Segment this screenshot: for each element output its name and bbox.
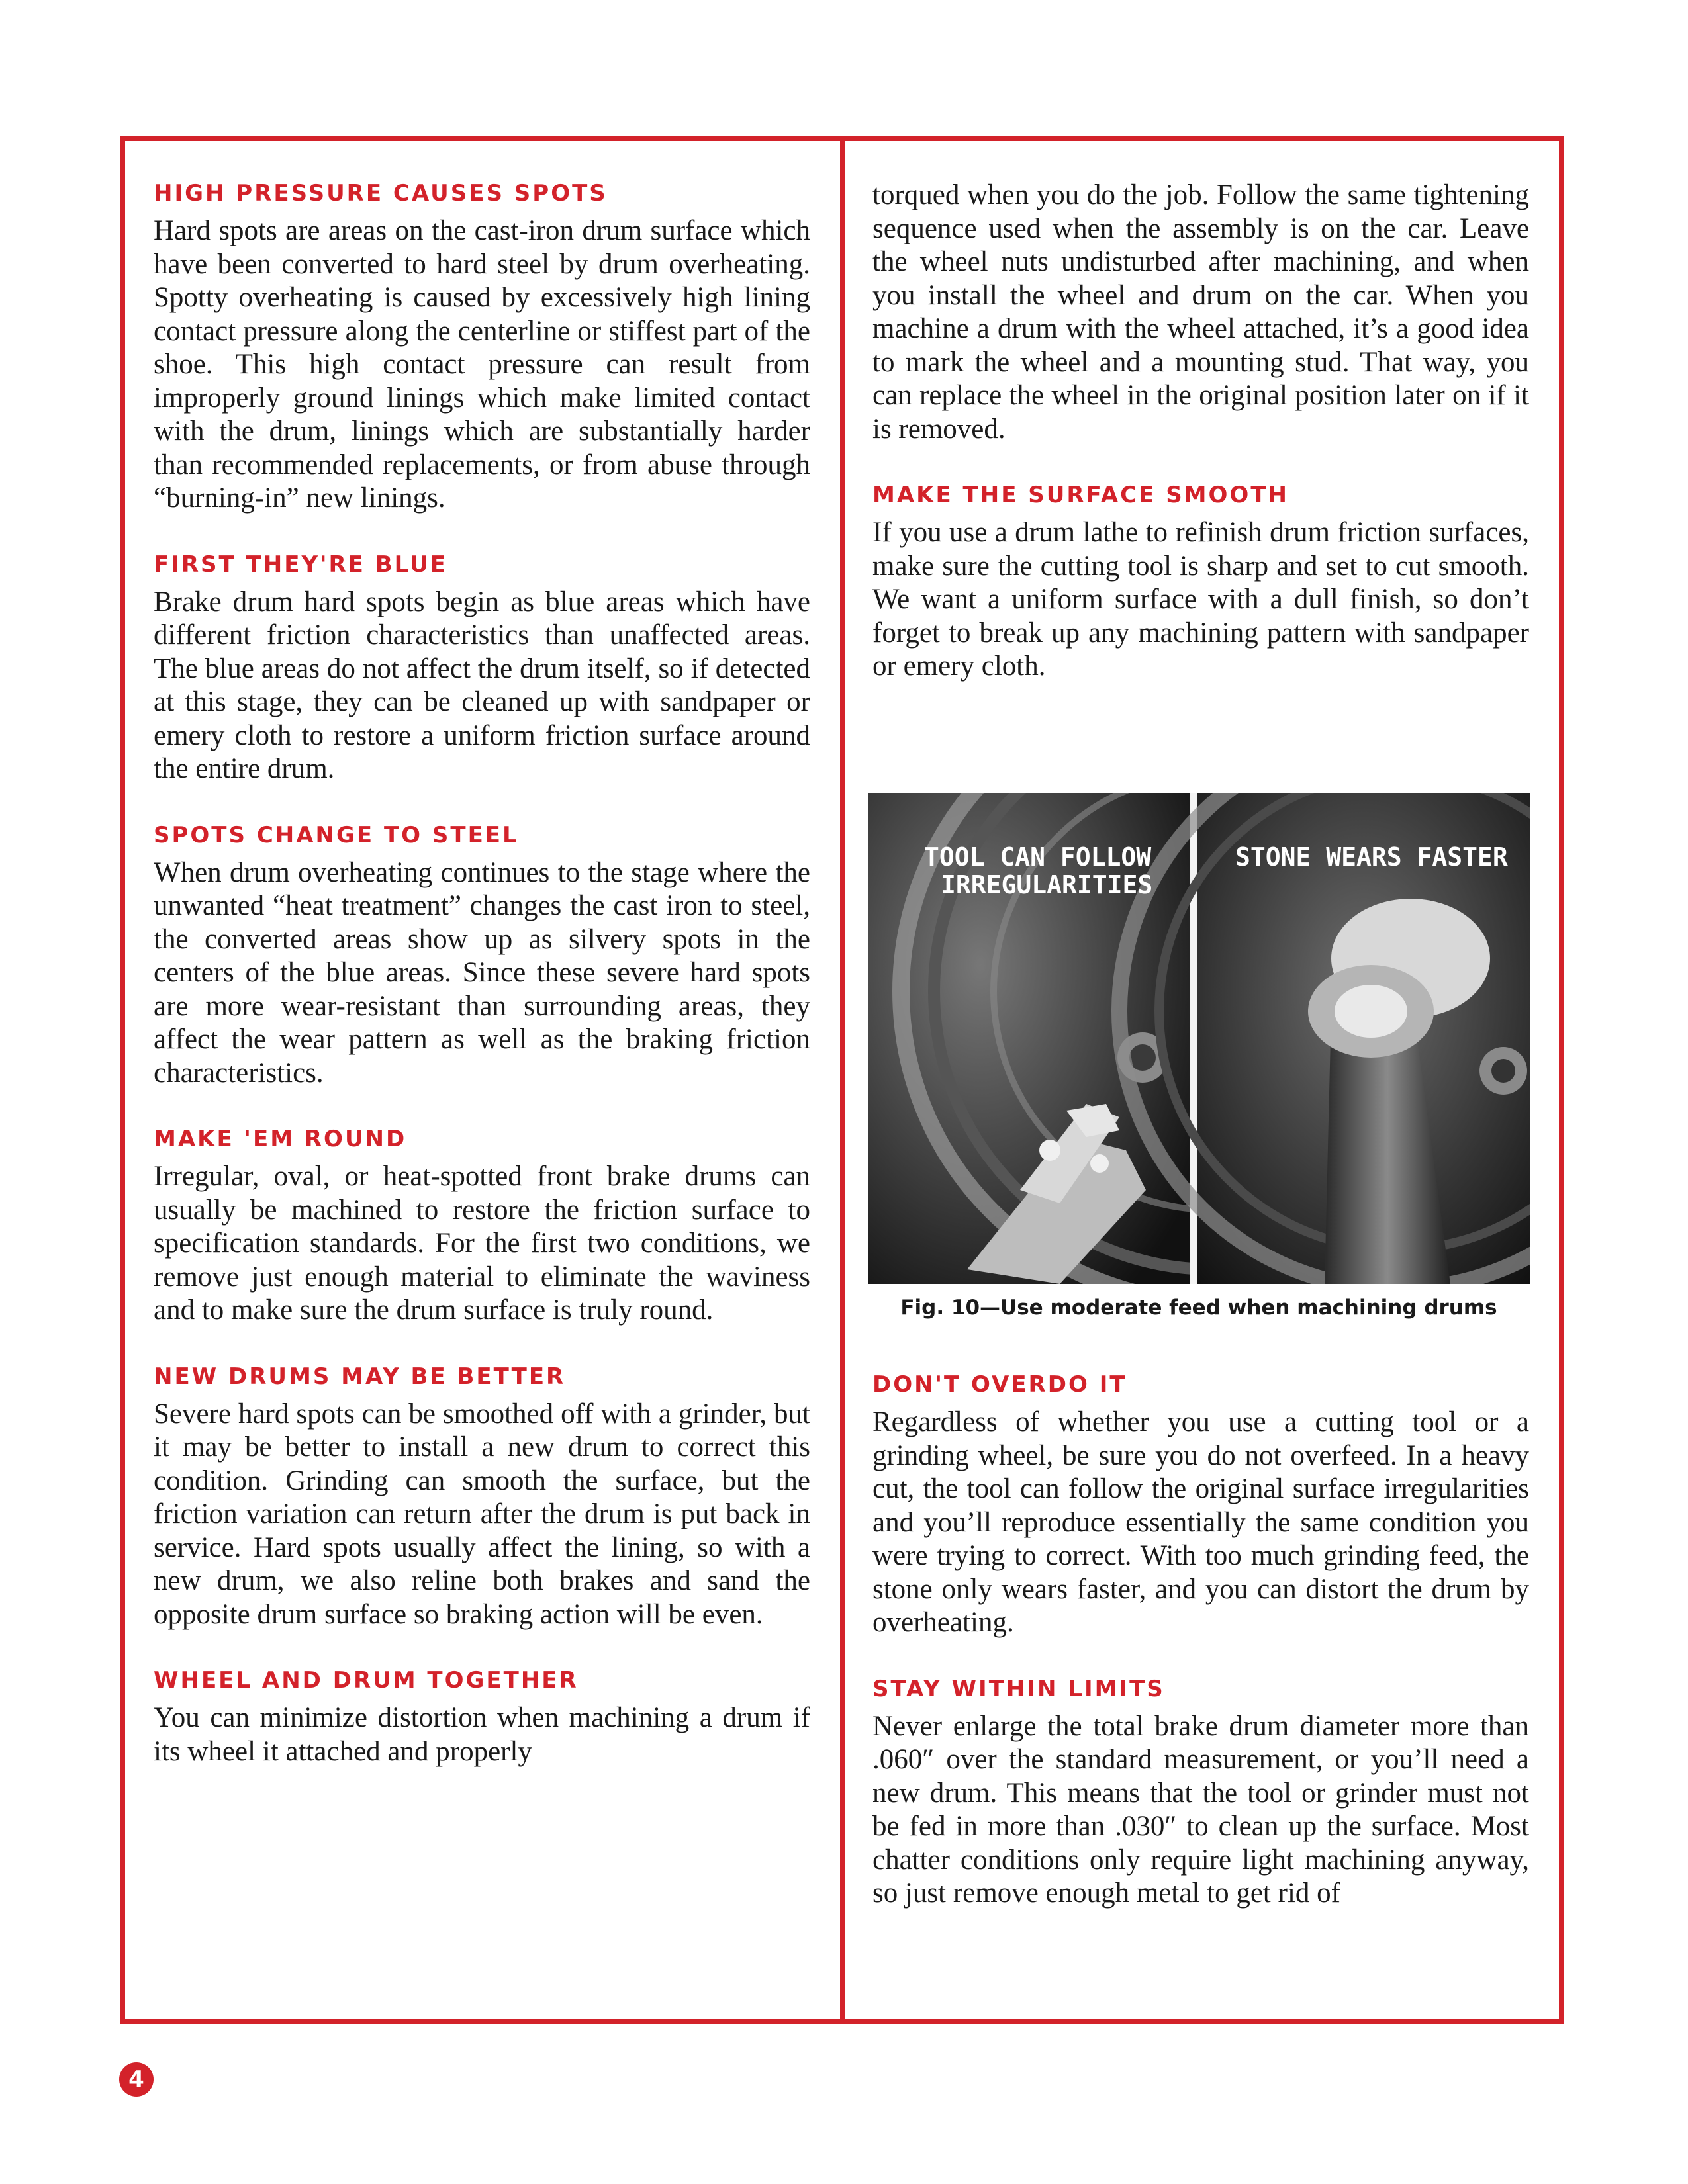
section-heading: DON'T OVERDO IT <box>872 1371 1127 1398</box>
photo-label-left-line2: IRREGULARITIES <box>941 870 1153 899</box>
figure-caption: Fig. 10—Use moderate feed when machining drums <box>900 1296 1497 1320</box>
section-heading: WHEEL AND DRUM TOGETHER <box>154 1667 579 1694</box>
section-body: Severe hard spots can be smoothed off with a grinder, but it may be better to install a new drum to correct this condition. Grinding can smooth the surface, but the friction variation can return after the drum is put back in service. Hard spots usually affect the lining, so with a new drum, we also reline both brakes and sand the opposite drum surface so braking action will be even. <box>154 1398 810 1630</box>
section-stay-within <box>872 1674 1529 1911</box>
section-heading: MAKE 'EM ROUND <box>154 1126 407 1152</box>
section-new-drums <box>154 1362 810 1632</box>
section-body: You can minimize distortion when machining a drum if its wheel it attached and properly <box>154 1702 810 1767</box>
section-first-blue <box>154 550 810 786</box>
photo-label-right: STONE WEARS FASTER <box>1235 842 1508 872</box>
section-body: If you use a drum lathe to refinish drum friction surfaces, make sure the cutting tool is sharp and set to cut smooth. We want a uniform surface with a dull finish, so don’t forget to break up any machining pattern with sandpaper or emery cloth. <box>872 517 1529 682</box>
section-dont-overdo <box>872 1370 1529 1640</box>
section-heading: STAY WITHIN LIMITS <box>872 1675 1165 1702</box>
section-body: Never enlarge the total brake drum diameter more than .060″ over the standard measurement, or you’ll need a new drum. This means that the tool or grinder must not be fed in more than .030″ to clean up the surface. Most chatter conditions only require light machining anyway, so just remove enough metal to get rid of <box>872 1710 1529 1909</box>
section-heading: FIRST THEY'RE BLUE <box>154 551 447 578</box>
section-spots-steel <box>154 821 810 1091</box>
section-surface-smooth <box>872 480 1529 684</box>
photo-illustration <box>868 793 1530 1284</box>
section-high-pressure <box>154 179 810 516</box>
section-body: When drum overheating continues to the stage where the unwanted “heat treatment” changes the cast iron to steel, the converted areas show up as silvery spots in the centers of the blue areas. Since these severe hard spots are more wear-resistant than surrounding areas, they affect the wear pattern as well as the braking friction characteristics. <box>154 856 810 1089</box>
section-heading: NEW DRUMS MAY BE BETTER <box>154 1363 566 1390</box>
section-heading: HIGH PRESSURE CAUSES SPOTS <box>154 180 608 206</box>
section-body: Hard spots are areas on the cast-iron drum surface which have been converted to hard steel by drum overheating. Spotty overheating is caused by excessively high lining contact pressure along the centerline or stiffest part of the shoe. This high contact pressure can result from improperly ground linings which make limited contact with the drum, linings which are substantially harder than recommended replacements, or from abuse through “burning-in” new linings. <box>154 215 810 514</box>
section-heading: SPOTS CHANGE TO STEEL <box>154 821 519 848</box>
continuation-text: torqued when you do the job. Follow the same tightening sequence used when the assembly is on the car. Leave the wheel nuts undisturbed after machining, and when you install the wheel and drum on the car. When you machine a drum with the wheel attached, it’s a good idea to mark the wheel and a mounting stud. That way, you can replace the wheel in the original position later on if it is removed. <box>872 179 1529 445</box>
column-divider <box>840 136 845 2024</box>
page-number-badge: 4 <box>119 2062 154 2097</box>
section-body: Irregular, oval, or heat-spotted front brake drums can usually be machined to restore the friction surface to specification standards. For the first two conditions, we remove just enough material to eliminate the waviness and to make sure the drum surface is truly round. <box>154 1161 810 1326</box>
left-column <box>154 179 810 1803</box>
photo-label-left-line1: TOOL CAN FOLLOW <box>924 842 1152 872</box>
section-make-round <box>154 1124 810 1328</box>
section-heading: MAKE THE SURFACE SMOOTH <box>872 482 1289 508</box>
section-body: Brake drum hard spots begin as blue areas which have different friction characteristics than unaffected areas. The blue areas do not affect the drum itself, so if detected at this stage, they can be cleaned up with sandpaper or emery cloth to restore a uniform friction surface around the entire drum. <box>154 586 810 784</box>
right-column-bottom <box>872 1370 1529 1945</box>
continuation-block <box>872 179 1529 446</box>
figure-machining-photo <box>868 793 1530 1284</box>
section-wheel-drum <box>154 1666 810 1768</box>
right-column-top <box>872 179 1529 718</box>
section-body: Regardless of whether you use a cutting tool or a grinding wheel, be sure you do not overfeed. In a heavy cut, the tool can follow the original surface irregularities and you’ll reproduce essentially the same condition you were trying to correct. With too much grinding feed, the stone only wears faster, and you can distort the drum by overheating. <box>872 1406 1529 1638</box>
